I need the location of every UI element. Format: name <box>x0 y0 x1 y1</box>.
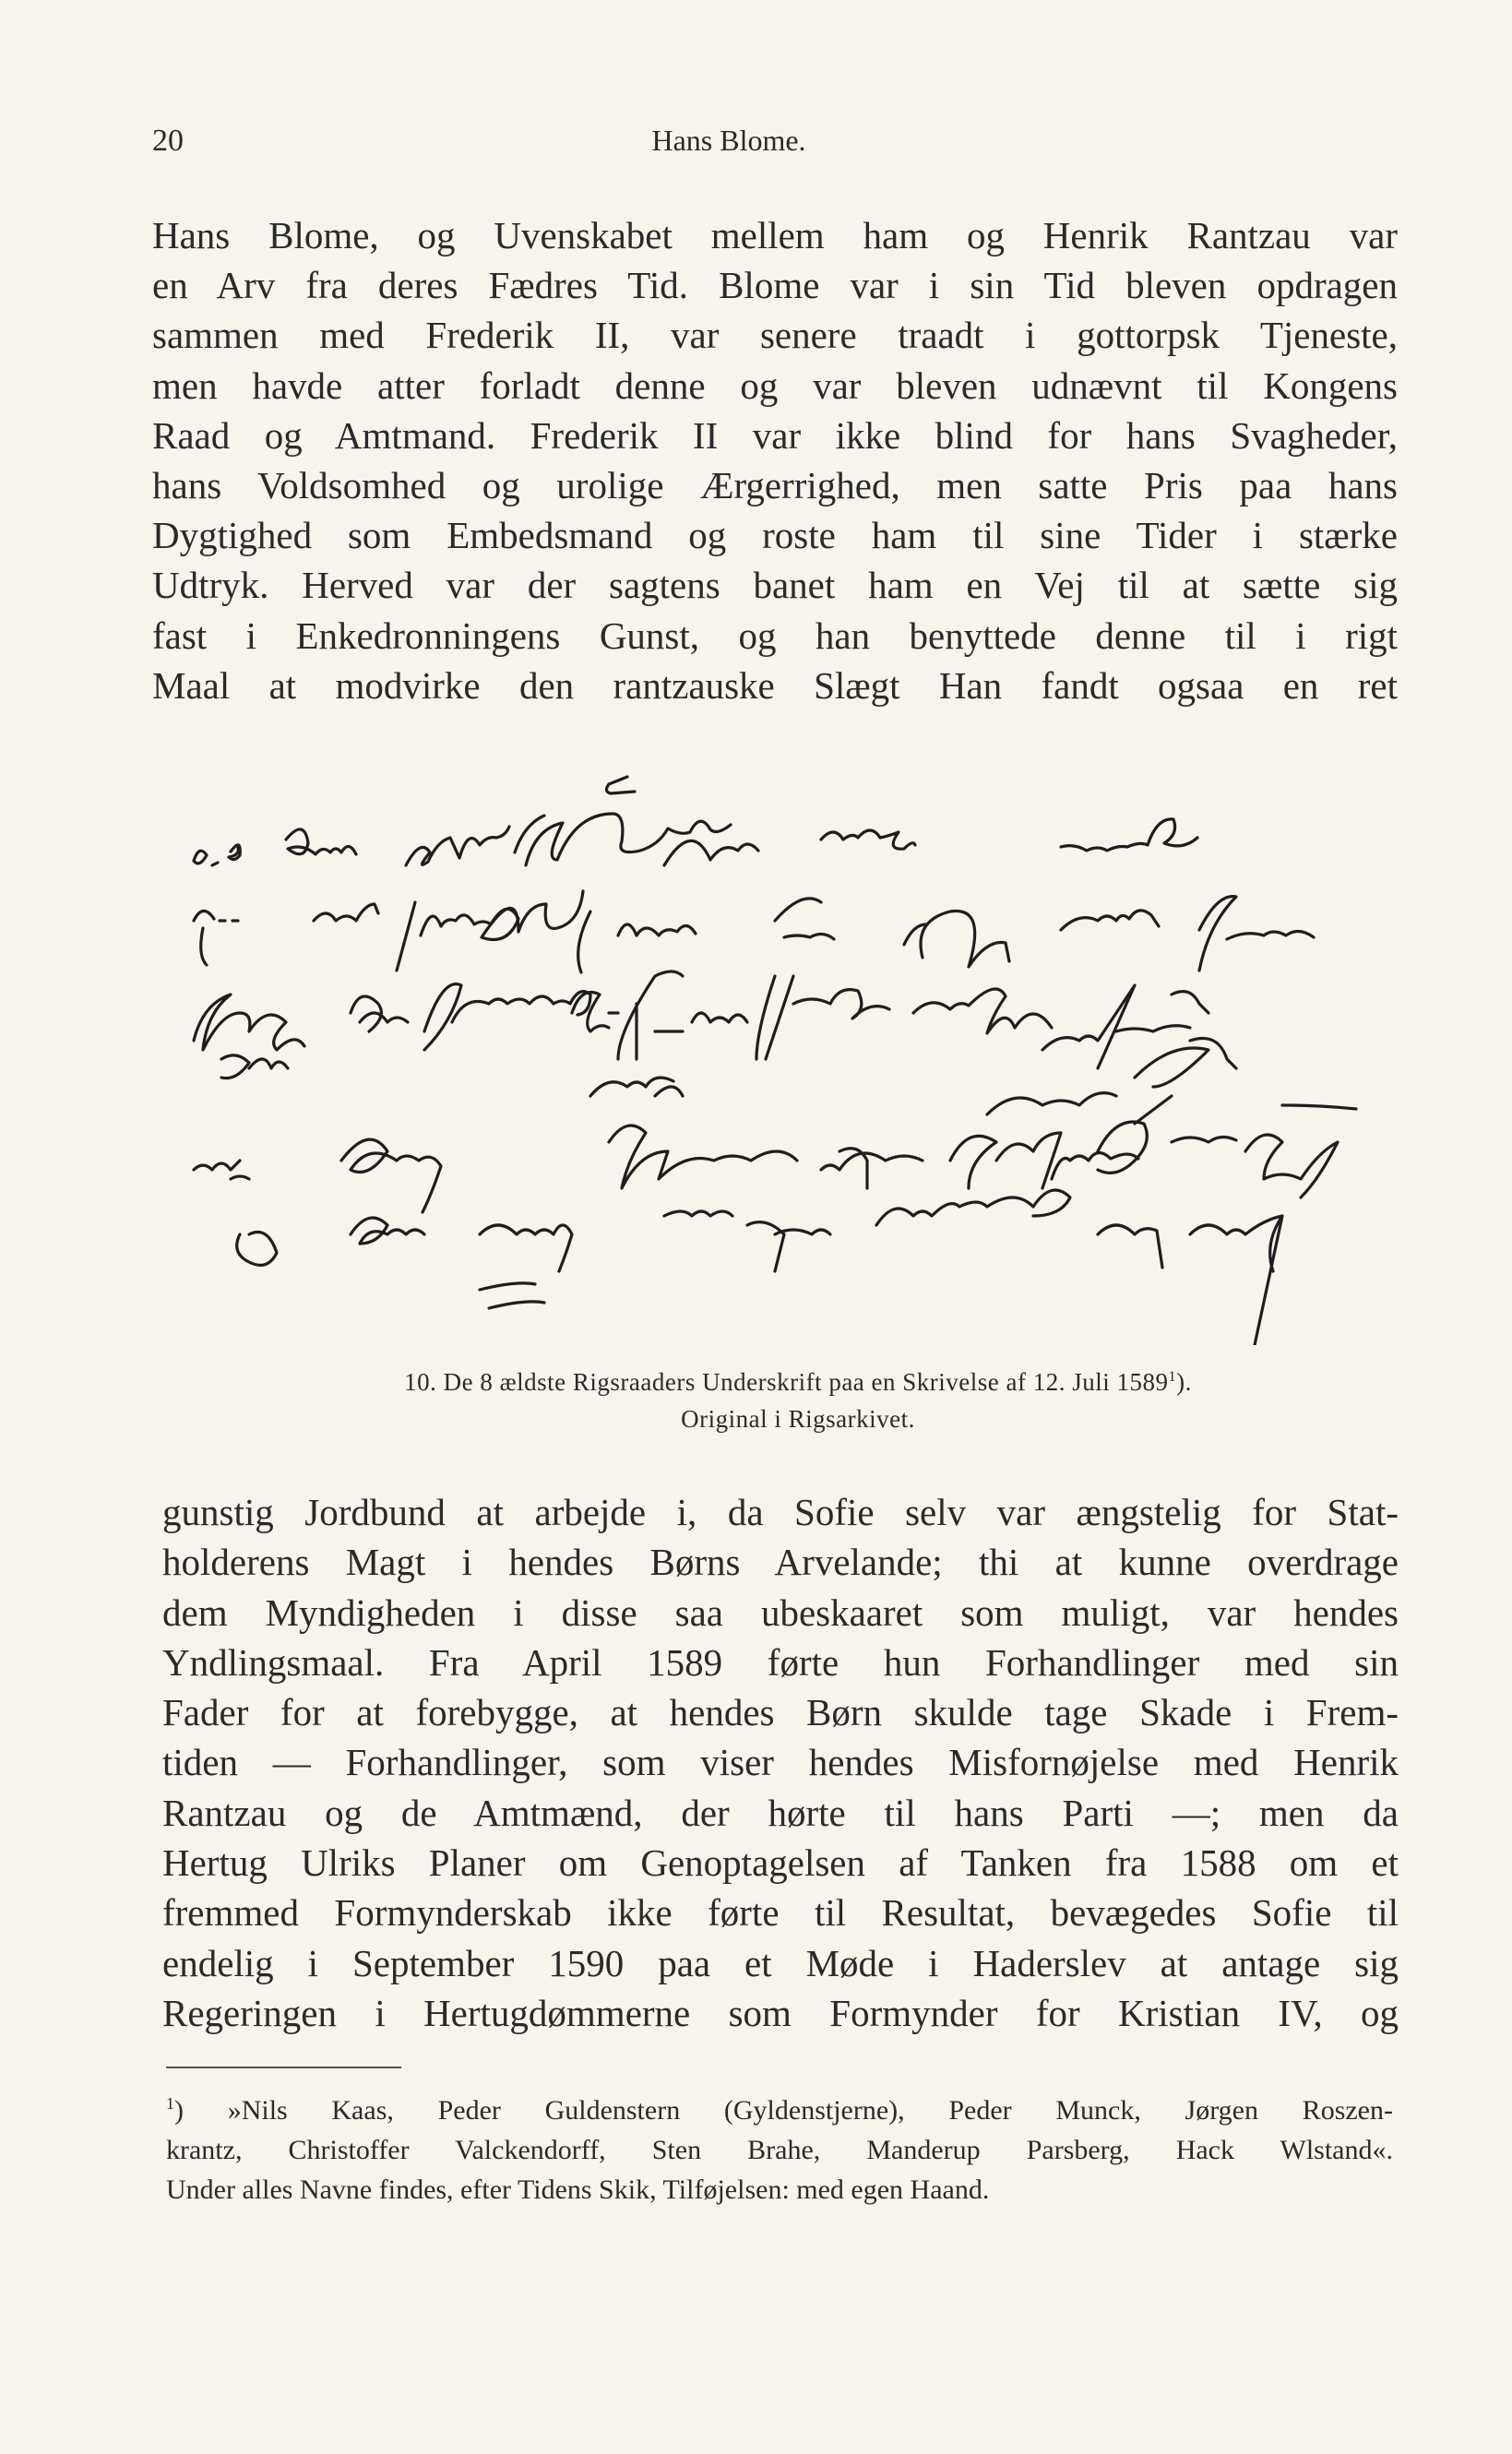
text-line: hans Voldsomhed og urolige Ærgerrighed, men satte Pris paa hans <box>152 464 1398 507</box>
paragraph-2 <box>162 1487 1399 2038</box>
page-header <box>152 124 1398 168</box>
footnote-divider <box>166 2067 401 2068</box>
text-line: Hans Blome, og Uvenskabet mellem ham og Henrik Rantzau var <box>152 214 1398 256</box>
text-line: dem Myndigheden i disse saa ubeskaaret som muligt, var hendes <box>162 1590 1399 1634</box>
paragraph-1 <box>152 210 1398 710</box>
footnote-marker: 1 <box>166 2094 174 2113</box>
text-line: Udtryk. Herved var der sagtens banet ham en Vej til at sætte sig <box>152 564 1398 607</box>
text-line: Regeringen i Hertugdømmerne som Formynder for Kristian IV, og <box>162 1991 1399 2034</box>
text-line: Fader for at forebygge, at hendes Børn skulde tage Skade i Frem- <box>162 1691 1399 1734</box>
text-line: Raad og Amtmand. Frederik II var ikke blind for hans Svagheder, <box>152 413 1398 457</box>
text-line: fremmed Formynderskab ikke førte til Resultat, bevægedes Sofie til <box>162 1891 1399 1935</box>
text-line: endelig i September 1590 paa et Møde i Haderslev at antage sig <box>162 1941 1399 1984</box>
text-line: sammen med Frederik II, var senere traadt i gottorpsk Tjeneste, <box>152 314 1398 357</box>
caption-line <box>185 1364 1411 1400</box>
footnote-line <box>166 2091 1393 2130</box>
running-title: Hans Blome. <box>651 124 806 157</box>
caption-text-end: ). <box>1176 1368 1192 1396</box>
text-line: Dygtighed som Embedsmand og roste ham til sine Tider i stærke <box>152 514 1398 557</box>
footnote <box>166 2091 1393 2210</box>
text-line: holderens Magt i hendes Børns Arvelande; thi at kunne overdrage <box>162 1541 1399 1584</box>
text-line: Rantzau og de Amtmænd, der hørte til hans Parti —; men da <box>162 1791 1399 1834</box>
text-line: fast i Enkedronningens Gunst, og han benyttede denne til i rigt <box>152 614 1398 657</box>
handwritten-signatures-image <box>175 773 1402 1345</box>
text-line: en Arv fra deres Fædres Tid. Blome var i sin Tid bleven opdragen <box>152 264 1398 307</box>
footnote-line: Under alles Navne findes, efter Tidens Skik, Tilføjelsen: med egen Haand. <box>166 2174 990 2205</box>
text-line: tiden — Forhandlinger, som viser hendes Misfornøjelse med Henrik <box>162 1741 1399 1784</box>
text-line: Hertug Ulriks Planer om Genoptagelsen af Tanken fra 1588 om et <box>162 1841 1399 1885</box>
caption-text: 10. De 8 ældste Rigsraaders Underskrift paa en Skrivelse af 12. Juli 1589 <box>404 1368 1169 1396</box>
text-line: Yndlingsmaal. Fra April 1589 førte hun Forhandlinger med sin <box>162 1640 1399 1684</box>
footnote-marker: 1 <box>1168 1368 1177 1385</box>
footnote-line: krantz, Christoffer Valckendorff, Sten Brahe, Manderup Parsberg, Hack Wlstand«. <box>166 2135 1393 2165</box>
caption-source: Original i Rigsarkivet. <box>681 1405 915 1433</box>
footnote-text: ) »Nils Kaas, Peder Guldenstern (Gyldenstjerne), Peder Munck, Jørgen Roszen- <box>174 2095 1393 2126</box>
figure-caption <box>185 1364 1411 1437</box>
text-line: Maal at modvirke den rantzauske Slægt Han fandt ogsaa en ret <box>152 663 1398 707</box>
page-number: 20 <box>152 124 184 158</box>
text-line: gunstig Jordbund at arbejde i, da Sofie selv var ængstelig for Stat- <box>162 1491 1399 1533</box>
text-line: men havde atter forladt denne og var bleven udnævnt til Kongens <box>152 363 1398 407</box>
signatures-figure <box>175 773 1402 1345</box>
